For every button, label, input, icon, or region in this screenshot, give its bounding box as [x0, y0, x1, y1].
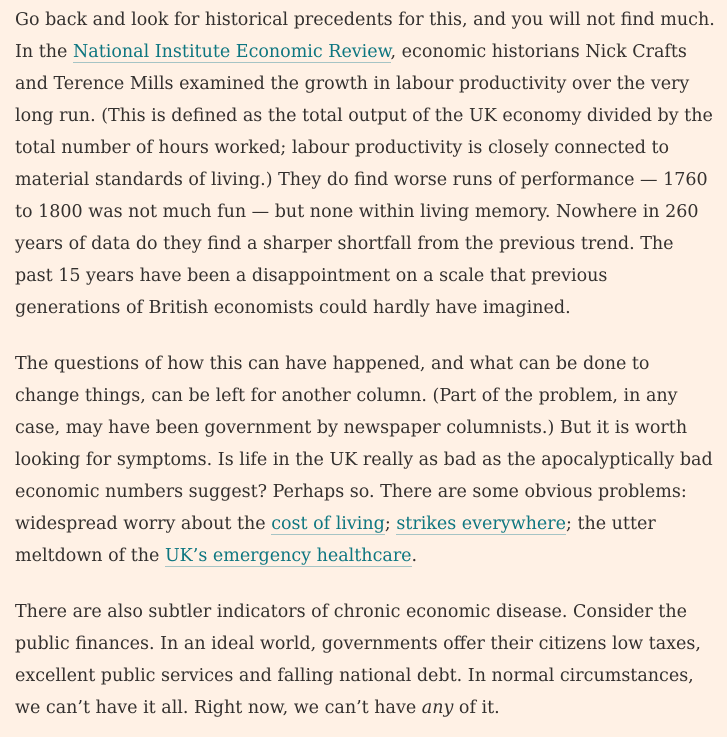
paragraph-3-text-b: of it. — [453, 698, 500, 718]
paragraph-2-text-a: The questions of how this can have happened, and what can be done to change things, can be left for another column. (Part of the problem, in any case, may have been government by newspaper columnists.) But it is worth looking for symptoms. Is life in the UK really as bad as the apocalyptically bad economic numbers suggest? Perhaps so. There are some obvious problems: widespread worry about the — [15, 354, 713, 534]
paragraph-1-text-a: Go back and look for historical precedents for this, and you will not find much. In the — [15, 10, 715, 62]
paragraph-1 — [15, 4, 715, 324]
link-cost-of-living[interactable]: cost of living — [271, 514, 385, 534]
link-strikes-everywhere[interactable]: strikes everywhere — [396, 514, 566, 534]
link-national-institute-economic-review[interactable]: National Institute Economic Review — [72, 42, 391, 62]
paragraph-3-emphasis: any — [421, 698, 454, 718]
link-uk-emergency-healthcare[interactable]: UK’s emergency healthcare — [164, 546, 412, 566]
paragraph-2-text-d: . — [411, 546, 418, 566]
paragraph-2-text-b: ; — [384, 514, 397, 534]
paragraph-3-text-a: There are also subtler indicators of chronic economic disease. Consider the public finances. In an ideal world, governments offer their citizens low taxes, excellent public services and falling national debt. In normal circumstances, we can’t have it all. Right now, we can’t have — [15, 602, 701, 718]
paragraph-2 — [15, 348, 715, 572]
paragraph-2-text-c: ; the utter meltdown of the — [15, 514, 656, 566]
paragraph-3 — [15, 596, 715, 724]
paragraph-1-text-b: , economic historians Nick Crafts and Terence Mills examined the growth in labour productivity over the very long run. (This is defined as the total output of the UK economy divided by the total number of hours worked; labour productivity is closely connected to material standards of living.) They do find worse runs of performance — 1760 to 1800 was not much fun — but none within living memory. Nowhere in 260 years of data do they find a sharper shortfall from the previous trend. The past 15 years have been a disappointment on a scale that previous generations of British economists could hardly have imagined. — [15, 42, 713, 318]
